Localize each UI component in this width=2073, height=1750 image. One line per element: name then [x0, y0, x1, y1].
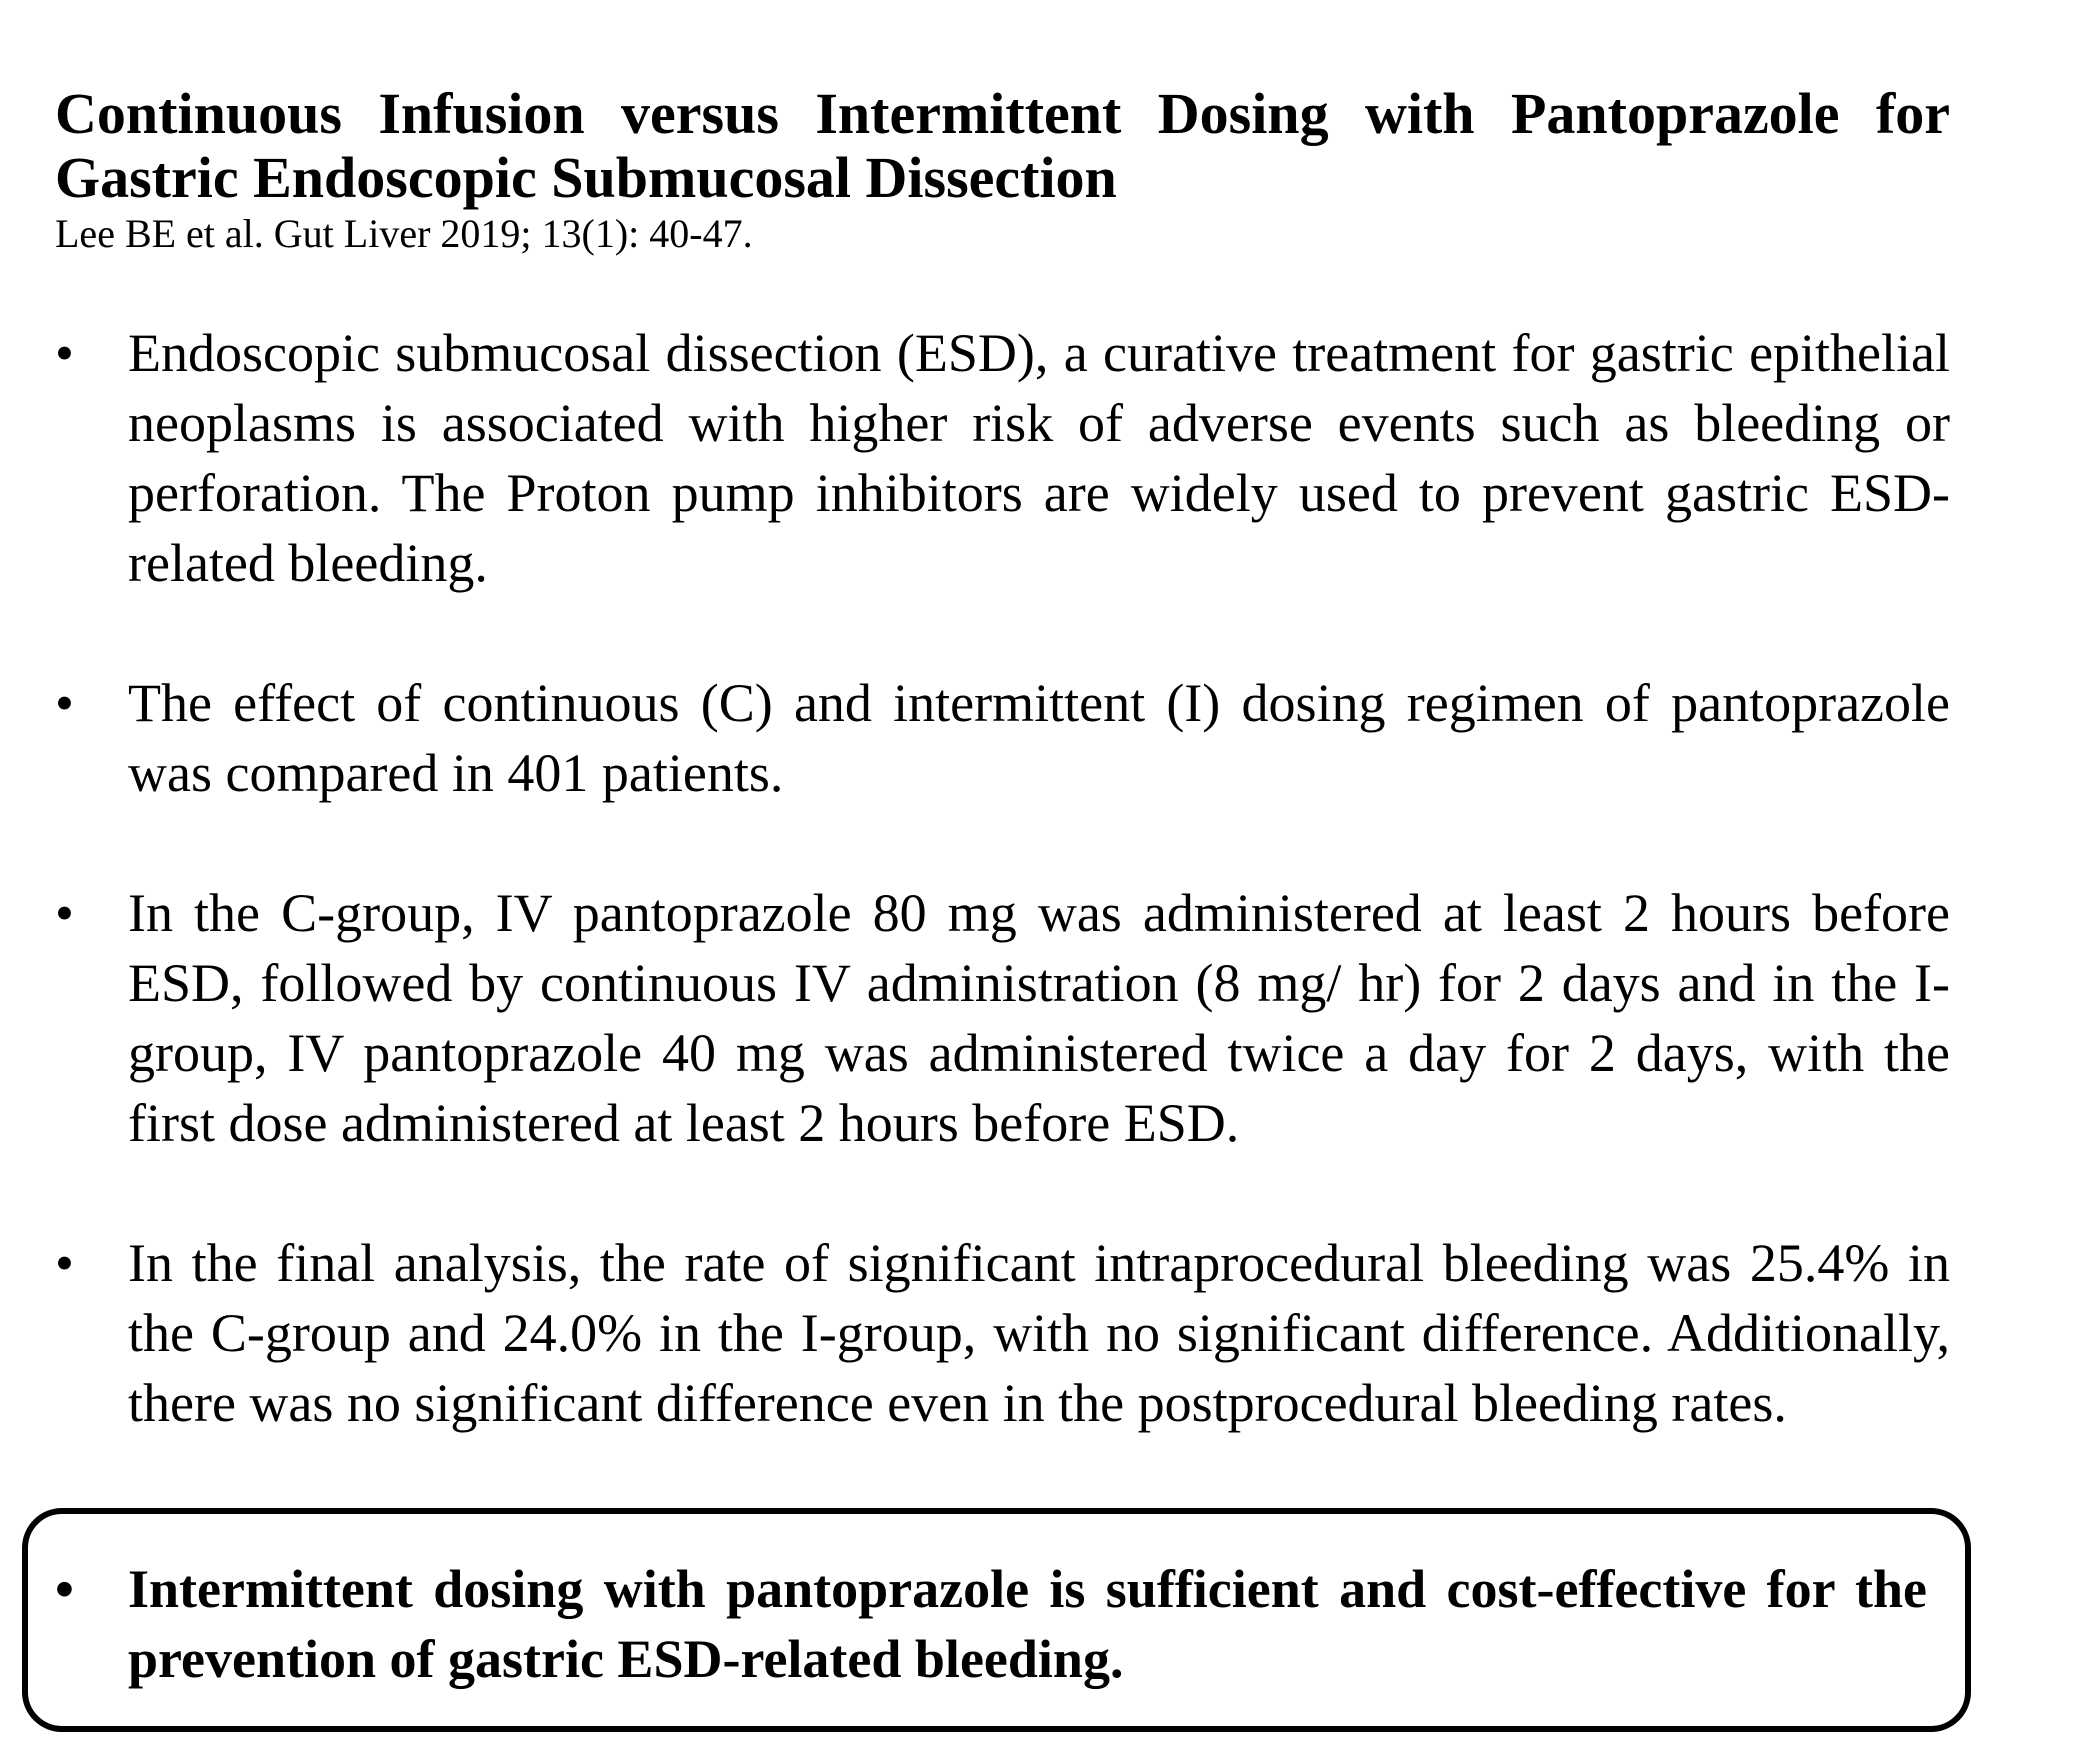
- bullet-item-conclusion: [55, 1554, 1927, 1694]
- bullet-icon: •: [55, 1559, 74, 1619]
- bullet-icon: •: [55, 883, 74, 943]
- bullet-item-esd-background: [55, 318, 1950, 598]
- page-title-line-1: Continuous Infusion versus Intermittent Dosing with Pantoprazole for: [55, 81, 1950, 146]
- bullet-icon: •: [55, 323, 74, 383]
- bullet-text-results: In the final analysis, the rate of significant intraprocedural bleeding was 25.4% in the C-group and 24.0% in the I-group, with no significant difference. Additionally, there was no significant difference even in the postprocedural bleeding rates.: [128, 1233, 1950, 1433]
- bullet-item-study-design: [55, 668, 1950, 808]
- bullet-icon: •: [55, 673, 74, 733]
- bullet-text-dosing-regimens: In the C-group, IV pantoprazole 80 mg was administered at least 2 hours before ESD, followed by continuous IV administration (8 mg/ hr) for 2 days and in the I-group, IV pantoprazole 40 mg was administered twice a day for 2 days, with the first dose administered at least 2 hours before ESD.: [128, 883, 1950, 1153]
- bullet-item-results: [55, 1228, 1950, 1438]
- bullet-icon: •: [55, 1233, 74, 1293]
- page-title: [55, 82, 1950, 210]
- bullet-item-dosing-regimens: [55, 878, 1950, 1158]
- citation: Lee BE et al. Gut Liver 2019; 13(1): 40-47.: [55, 211, 753, 256]
- summary-text: Intermittent dosing with pantoprazole is sufficient and cost-effective for the prevention of gastric ESD-related bleeding.: [128, 1559, 1927, 1689]
- bullet-list: [55, 318, 1950, 1438]
- bullet-text-study-design: The effect of continuous (C) and intermittent (I) dosing regimen of pantoprazole was compared in 401 patients.: [128, 673, 1950, 803]
- bullet-text-esd-background: Endoscopic submucosal dissection (ESD), a curative treatment for gastric epithelial neoplasms is associated with higher risk of adverse events such as bleeding or perforation. The Proton pump inhibitors are widely used to prevent gastric ESD-related bleeding.: [128, 323, 1950, 593]
- page-title-line-2: Gastric Endoscopic Submucosal Dissection: [55, 145, 1117, 210]
- summary-box: [22, 1508, 1971, 1732]
